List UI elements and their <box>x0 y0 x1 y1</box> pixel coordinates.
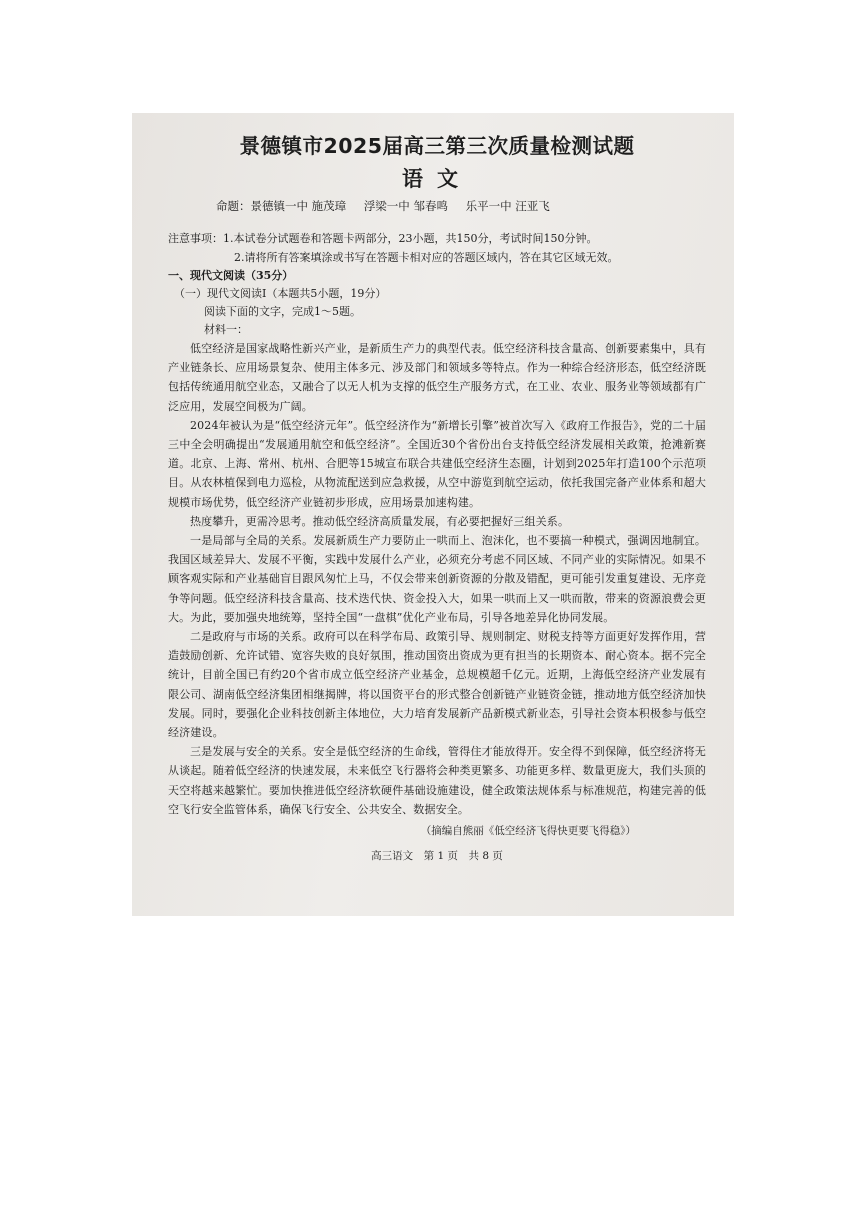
exam-title: 景德镇市2025届高三第三次质量检测试题 <box>239 134 635 158</box>
page-footer: 高三语文 第 1 页 共 8 页 <box>371 850 503 863</box>
passage-paragraph: 二是政府与市场的关系。政府可以在科学布局、政策引导、规则制定、财税支持等方面更好发挥作用，营造鼓励创新、允许试错、宽容失败的良好氛围，推动国资出资成为更有担当的长期资本、耐心资本。据不完全统计，目前全国已有约20个省市成立低空经济产业基金，总规模超千亿元。近期，上海低空经济产业发展有限公司、湖南低空经济集团相继揭牌，将以国资平台的形式整合创新链产业链资金链，推动地方低空经济加快发展。同时，要强化企业科技创新主体地位，大力培育发展新产品新模式新业态，引导社会资本积极参与低空经济建设。 <box>168 630 706 740</box>
passage-paragraph: 一是局部与全局的关系。发展新质生产力要防止一哄而上、泡沫化，也不要搞一种模式，强调因地制宜。我国区域差异大、发展不平衡，实践中发展什么产业，必须充分考虑不同区域、不同产业的实际情况。如果不顾客观实际和产业基础盲目跟风匆忙上马，不仅会带来创新资源的分散及错配，更可能引发重复建设、无序竞争等问题。低空经济科技含量高、技术迭代快、资金投入大，如果一哄而上又一哄而散，带来的资源浪费会更大。为此，要加强央地统筹，坚持全国“一盘棋”优化产业布局，引导各地差异化协同发展。 <box>168 534 706 624</box>
passage-paragraph: 2024年被认为是“低空经济元年”。低空经济作为“新增长引擎”被首次写入《政府工作报告》，党的二十届三中全会明确提出“发展通用航空和低空经济”。全国近30个省份出台支持低空经济发展相关政策，抢滩新赛道。北京、上海、常州、杭州、合肥等15城宣布联合共建低空经济生态圈，计划到2025年打造100个示范项目。从农林植保到电力巡检，从物流配送到应急救援，从空中游览到航空运动，依托我国完备产业体系和超大规模市场优势，低空经济产业链初步形成，应用场景加速构建。 <box>168 418 706 509</box>
subject-title: 语文 <box>402 167 472 191</box>
sub-heading: （一）现代文阅读Ⅰ（本题共5小题，19分） <box>174 287 387 300</box>
exam-notice <box>168 229 706 267</box>
passage-paragraph: 热度攀升，更需冷思考。推动低空经济高质量发展，有必要把握好三组关系。 <box>190 514 570 528</box>
section-heading: 一、现代文阅读（35分） <box>168 269 294 282</box>
author-3: 乐平一中 汪亚飞 <box>465 199 550 213</box>
passage-source: （摘编自熊丽《低空经济飞得快更要飞得稳》） <box>420 825 636 838</box>
notice-line-2: 2.请将所有答案填涂或书写在答题卡相对应的答题区域内，答在其它区域无效。 <box>234 251 619 264</box>
passage <box>168 339 706 819</box>
reading-instruction: 阅读下面的文字，完成1～5题。 <box>204 305 361 318</box>
exam-page-photo <box>132 113 734 916</box>
passage-paragraph: 低空经济是国家战略性新兴产业，是新质生产力的典型代表。低空经济科技含量高、创新要素集中，具有产业链条长、应用场景复杂、使用主体多元、涉及部门和领域多等特点。作为一种综合经济形态，低空经济既包括传统通用航空业态，又融合了以无人机为支撑的低空生产服务方式，在工业、农业、服务业等领域都有广泛应用，发展空间极为广阔。 <box>168 342 706 413</box>
passage-paragraph: 三是发展与安全的关系。安全是低空经济的生命线，管得住才能放得开。安全得不到保障，低空经济将无从谈起。随着低空经济的快速发展，未来低空飞行器将会种类更繁多、功能更多样、数量更庞大，我们头顶的天空将越来越繁忙。要加快推进低空经济软硬件基础设施建设，健全政策法规体系与标准规范，构建完善的低空飞行安全监管体系，确保飞行安全、公共安全、数据安全。 <box>168 745 706 816</box>
author-line <box>168 197 706 215</box>
author-2: 浮梁一中 邹春鸣 <box>363 199 448 213</box>
material-label: 材料一： <box>204 323 248 336</box>
notice-line-1: 注意事项：1.本试卷分试题卷和答题卡两部分，23小题，共150分，考试时间150分钟。 <box>168 232 598 245</box>
author-1: 命题：景德镇一中 施茂璋 <box>216 199 347 213</box>
